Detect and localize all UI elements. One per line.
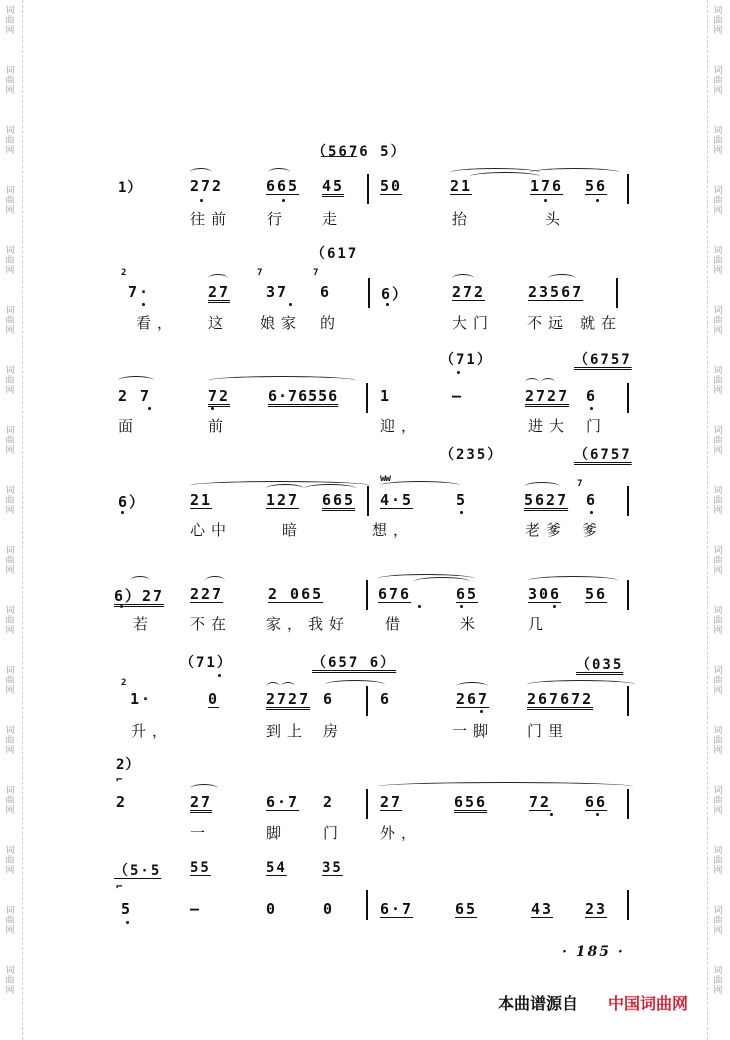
octave-dot [480, 710, 483, 713]
left-watermark-strip [0, 0, 23, 1040]
barline [366, 580, 368, 610]
octave-dot [550, 813, 553, 816]
note: 272 [452, 283, 486, 301]
lyric: 若 [133, 615, 155, 633]
slur [456, 682, 488, 691]
note: 6·7 [266, 793, 300, 811]
note: 72 [529, 793, 552, 811]
slur [208, 274, 228, 283]
lyric: 门 [586, 417, 608, 435]
lyric: 一 [190, 824, 212, 842]
octave-dot [457, 371, 460, 374]
watermark-glyph-group: 词 曲 网 [713, 726, 723, 756]
lyric: 升， [131, 722, 174, 740]
grace-note: 7 [313, 268, 321, 278]
trill-mark: ww [380, 473, 391, 484]
slur [525, 378, 539, 387]
slur [524, 482, 560, 491]
lyric: 爹 [582, 521, 604, 539]
note: 127 [266, 491, 300, 509]
note: 5 [121, 900, 133, 918]
octave-dot [120, 605, 123, 608]
octave-dot [418, 605, 421, 608]
note: 6）27 [114, 587, 165, 605]
note: 5627 [524, 491, 569, 509]
barline [368, 278, 370, 308]
note: 1· [130, 690, 153, 708]
note: 27 [208, 283, 231, 301]
lyric: 看， [136, 314, 179, 332]
note: 66 [585, 793, 608, 811]
note: 665 [322, 491, 356, 509]
octave-dot [289, 303, 292, 306]
lyric: 走 [322, 210, 344, 228]
watermark-glyph-group: 词 曲 网 [713, 906, 723, 936]
watermark-glyph-group: 词 曲 网 [713, 6, 723, 36]
note: — [190, 900, 202, 918]
watermark-glyph-group: 词 曲 网 [5, 366, 15, 396]
interlude-above: （235） [440, 447, 504, 463]
slur [281, 682, 295, 691]
octave-dot [596, 813, 599, 816]
barline [367, 174, 369, 204]
note: 4·5 [380, 491, 414, 509]
note: 2727 [525, 387, 570, 405]
interlude-above: （71） [180, 655, 233, 671]
note: 676 [378, 585, 412, 603]
lyric: 不在 [190, 615, 233, 633]
lyric: 暗 [282, 521, 304, 539]
source-site-link[interactable]: 中国词曲网 [608, 994, 689, 1013]
octave-dot [460, 511, 463, 514]
page-number: · 185 · [562, 944, 625, 960]
note: 65 [456, 585, 479, 603]
slur [378, 782, 633, 791]
note: 6 [323, 690, 335, 708]
watermark-glyph-group: 词 曲 网 [713, 426, 723, 456]
barline [627, 890, 629, 920]
barline [366, 383, 368, 413]
octave-dot [126, 921, 129, 924]
octave-dot [386, 303, 389, 306]
lyric: 就在 [580, 314, 623, 332]
octave-dot [282, 199, 285, 202]
watermark-glyph-group: 词 曲 网 [5, 906, 15, 936]
watermark-glyph-group: 词 曲 网 [5, 6, 15, 36]
watermark-glyph-group: 词 曲 网 [5, 786, 15, 816]
note: 272 [190, 177, 224, 195]
note: — [452, 387, 464, 405]
right-watermark-strip [707, 0, 730, 1040]
interlude-above: （6757 [574, 352, 632, 368]
lyric: 想， [372, 521, 415, 539]
note: 267 [456, 690, 490, 708]
note: 2 [323, 793, 335, 811]
octave-dot [211, 407, 214, 410]
watermark-glyph-group: 词 曲 网 [713, 186, 723, 216]
note: 65 [455, 900, 478, 918]
lyric: 借 [385, 615, 407, 633]
note: 2 065 [268, 585, 324, 603]
note: 21 [190, 491, 213, 509]
grace-note: 2 [121, 678, 129, 688]
note: 227 [190, 585, 224, 603]
note: 5 [456, 491, 468, 509]
barline [627, 789, 629, 819]
lyric: 头 [545, 210, 567, 228]
slur [548, 274, 576, 283]
slur [190, 168, 212, 177]
octave-dot [544, 199, 547, 202]
watermark-glyph-group: 词 曲 网 [5, 306, 15, 336]
tie-mark: ⌐ [116, 773, 125, 786]
slur [304, 484, 356, 493]
note: 7· [128, 283, 151, 301]
watermark-glyph-group: 词 曲 网 [5, 846, 15, 876]
watermark-glyph-group: 词 曲 网 [713, 306, 723, 336]
watermark-glyph-group: 词 曲 网 [5, 666, 15, 696]
watermark-glyph-group: 词 曲 网 [5, 966, 15, 996]
section-label: 2） [116, 757, 141, 773]
octave-dot [553, 605, 556, 608]
note: 6 [586, 491, 598, 509]
watermark-glyph-group: 词 曲 网 [5, 486, 15, 516]
tie-mark: ⌐ [116, 880, 125, 893]
octave-dot [460, 605, 463, 608]
note: 306 [528, 585, 562, 603]
note: 27 [190, 793, 213, 811]
octave-dot [142, 303, 145, 306]
slur [380, 481, 460, 490]
octave-dot [590, 511, 593, 514]
slur [325, 680, 385, 689]
barline [627, 383, 629, 413]
watermark-glyph-group: 词 曲 网 [5, 246, 15, 276]
lyric: 大门 [452, 314, 495, 332]
interlude-above: 55 [190, 860, 211, 876]
note: 2727 [266, 690, 311, 708]
note: 176 [530, 177, 564, 195]
watermark-glyph-group: 词 曲 网 [713, 606, 723, 636]
octave-dot [596, 199, 599, 202]
watermark-glyph-group: 词 曲 网 [713, 366, 723, 396]
slur [118, 376, 154, 385]
section-label: 1） [118, 180, 143, 196]
slur [268, 168, 290, 177]
slur [530, 168, 620, 177]
slur [541, 378, 555, 387]
lyric: 到上 [266, 722, 309, 740]
note: 37 [266, 283, 289, 301]
note: 6 [586, 387, 598, 405]
watermark-glyph-group: 词 曲 网 [713, 66, 723, 96]
note: 0 [208, 690, 220, 708]
note: 6） [381, 285, 410, 303]
lyric: 门 [323, 824, 345, 842]
lyric: 门里 [527, 722, 570, 740]
lyric: 不远 [527, 314, 570, 332]
source-prefix: 本曲谱源自 [498, 994, 579, 1013]
slur [527, 680, 635, 689]
lyric: 往前 [190, 210, 233, 228]
lyric: 家，我好 [266, 615, 351, 633]
barline [367, 486, 369, 516]
note: 56 [585, 177, 608, 195]
watermark-glyph-group: 词 曲 网 [713, 126, 723, 156]
slur [130, 576, 150, 585]
note: 45 [322, 177, 345, 195]
note: 56 [585, 585, 608, 603]
slur [414, 577, 470, 586]
watermark-glyph-group: 词 曲 网 [713, 486, 723, 516]
beam [321, 156, 357, 159]
interlude-above: （617 [311, 246, 359, 262]
watermark-glyph-group: 词 曲 网 [5, 606, 15, 636]
lyric: 几 [528, 615, 550, 633]
note: 2 [116, 793, 128, 811]
barline [627, 174, 629, 204]
octave-dot [148, 407, 151, 410]
note: 23567 [528, 283, 584, 301]
lyric: 心中 [190, 521, 233, 539]
note: 6·76556 [268, 387, 339, 405]
slur [266, 682, 280, 691]
lyric: 行 [267, 210, 289, 228]
slur [452, 274, 474, 283]
watermark-glyph-group: 词 曲 网 [713, 966, 723, 996]
slur [205, 576, 225, 585]
watermark-glyph-group: 词 曲 网 [713, 546, 723, 576]
note: 21 [450, 177, 473, 195]
lyric: 这 [208, 314, 230, 332]
note: 72 [208, 387, 231, 405]
interlude-above: 35 [322, 860, 343, 876]
note: 27 [380, 793, 403, 811]
barline [616, 278, 618, 308]
watermark-glyph-group: 词 曲 网 [5, 66, 15, 96]
barline [366, 890, 368, 920]
interlude-above: （5·5 [114, 863, 162, 879]
slur [266, 484, 304, 493]
lyric: 米 [460, 615, 482, 633]
note: 43 [531, 900, 554, 918]
note: 267672 [527, 690, 594, 708]
octave-dot [218, 674, 221, 677]
note: 6） [118, 493, 147, 511]
watermark-glyph-group: 词 曲 网 [5, 426, 15, 456]
lyric: 脚 [266, 824, 288, 842]
interlude-above: （035 [576, 657, 624, 673]
grace-note: 7 [577, 479, 585, 489]
interlude-above: （6757 [574, 447, 632, 463]
lyric: 前 [208, 417, 230, 435]
lyric: 的 [320, 314, 342, 332]
note: 6 [380, 690, 392, 708]
watermark-glyph-group: 词 曲 网 [713, 246, 723, 276]
lyric: 抬 [452, 210, 474, 228]
watermark-glyph-group: 词 曲 网 [713, 786, 723, 816]
slur [528, 576, 618, 585]
lyric: 老爹 [525, 521, 568, 539]
lyric: 外， [380, 824, 423, 842]
note: 656 [454, 793, 488, 811]
note: 6·7 [380, 900, 414, 918]
interlude-above: （657 6） [312, 655, 397, 671]
watermark-glyph-group: 词 曲 网 [5, 126, 15, 156]
octave-dot [590, 407, 593, 410]
note: 665 [266, 177, 300, 195]
barline [366, 686, 368, 716]
barline [627, 686, 629, 716]
lyric: 一脚 [452, 722, 495, 740]
watermark-glyph-group: 词 曲 网 [713, 666, 723, 696]
barline [366, 789, 368, 819]
note: 0 [266, 900, 278, 918]
watermark-glyph-group: 词 曲 网 [5, 726, 15, 756]
lyric: 迎， [380, 417, 423, 435]
octave-dot [121, 511, 124, 514]
octave-dot [200, 199, 203, 202]
barline [627, 486, 629, 516]
note: 1 [380, 387, 392, 405]
note: 50 [380, 177, 403, 195]
slur [208, 376, 356, 385]
watermark-glyph-group: 词 曲 网 [5, 186, 15, 216]
barline [627, 580, 629, 610]
slur [190, 784, 218, 793]
note: 0 [323, 900, 335, 918]
watermark-glyph-group: 词 曲 网 [713, 846, 723, 876]
note: 6 [320, 283, 332, 301]
lyric: 娘家 [260, 314, 303, 332]
interlude-above: （71） [440, 352, 493, 368]
interlude-above: （5676 5） [312, 144, 407, 160]
note: 2 7 [118, 387, 152, 405]
note: 23 [585, 900, 608, 918]
grace-note: 2 [121, 268, 129, 278]
interlude-above: 54 [266, 860, 287, 876]
watermark-glyph-group: 词 曲 网 [5, 546, 15, 576]
lyric: 面 [118, 417, 140, 435]
lyric: 房 [323, 722, 345, 740]
grace-note: 7 [257, 268, 265, 278]
lyric: 进大 [528, 417, 571, 435]
